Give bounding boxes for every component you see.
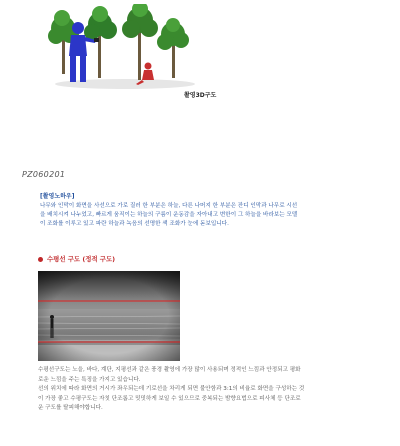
horizontal-composition-photo [38, 271, 180, 361]
bullet-icon [38, 257, 43, 262]
desc-line: 수평선구도는 노을, 바다, 계단, 지평선과 같은 풍경 촬영에 가장 많이 사용되며 정적인 느낌과 안정되고 평화 [38, 367, 301, 373]
tree-tall [122, 4, 158, 80]
desc-line: 로운 느낌을 주는 특징을 가지고 있습니다. [38, 376, 141, 383]
tip-line: 나무와 인막이 화면을 사선으로 가로 질러 한 부분은 하늘, 다른 나머지 한 부분은 잔디 인막과 나무로 시선 [40, 203, 298, 209]
desc-line: 운 구도를 탈피해야합니다. [38, 405, 103, 412]
section-title: 수평선 구도 (정적 구도) [47, 255, 116, 263]
desc-line: 선의 위치에 따라 화면의 거시가 좌우되는데 기로선을 차리게 되면 불안함과 3:1의 비율로 화면을 구성하는 것 [38, 386, 305, 393]
shooting-tip-box [38, 188, 364, 242]
figure-caption: 촬영3D구도 [184, 92, 217, 99]
tip-title: [촬영노하우] [40, 193, 75, 200]
composition-description [38, 366, 368, 414]
tip-line: 이 조화를 이루고 있고 파란 하늘과 녹음의 선명한 색 조화가 눈에 돋보입니다. [40, 221, 229, 227]
composition-illustration [40, 4, 200, 90]
desc-line: 이 가장 좋고 수평구도는 자칫 단조롭고 밋밋하게 보일 수 있으므로 중복되는 밤향요법으로 피사체 등 단조로 [38, 395, 301, 402]
photo-code: PZ060201 [22, 170, 66, 179]
tree-right [157, 18, 189, 78]
tip-line: 을 배치시켜 나누었고, 빠르게 움직이는 하늘의 구름이 운동감을 자아내고 변한이 그 하늘을 바라보는 모델 [40, 212, 298, 218]
section-heading [38, 254, 115, 263]
tree-middle [84, 6, 117, 78]
